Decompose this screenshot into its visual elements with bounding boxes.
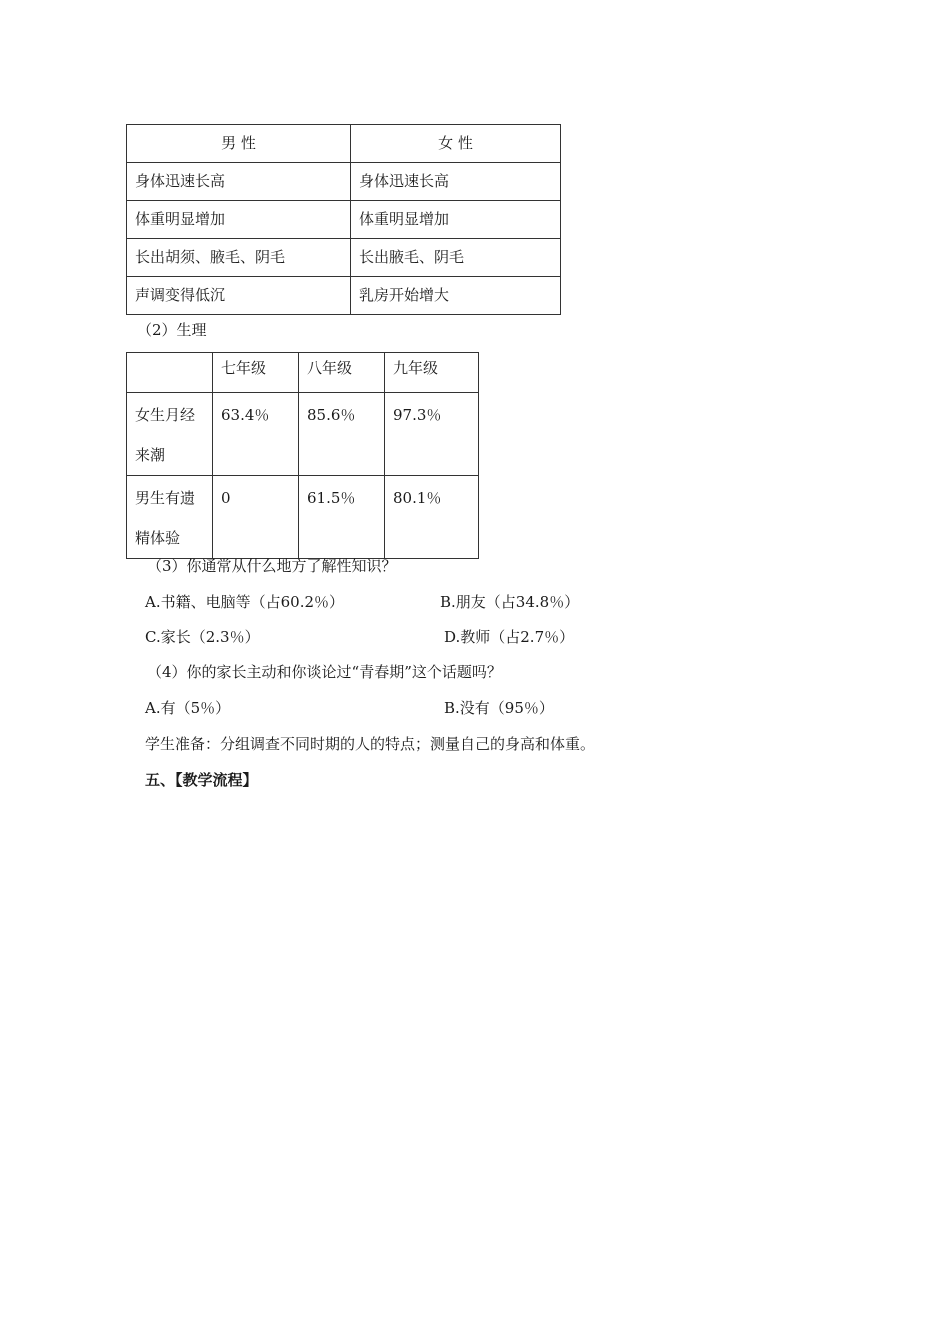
header-grade-9: 九年级 xyxy=(385,353,479,393)
table-row xyxy=(127,476,479,559)
row-label-line: 女生月经 xyxy=(135,406,196,424)
row-label xyxy=(127,476,213,559)
row-label-line: 男生有遗 xyxy=(135,489,196,507)
table-header-row xyxy=(127,353,479,393)
table-cell: 85.6％ xyxy=(299,393,385,476)
row-label-line: 来潮 xyxy=(135,446,166,464)
q3-option-a: A.书籍、电脑等（占60.2％） xyxy=(145,593,345,611)
row-label xyxy=(127,393,213,476)
table-cell: 体重明显增加 xyxy=(127,201,351,239)
table-row xyxy=(127,393,479,476)
header-empty xyxy=(127,353,213,393)
table-cell: 80.1％ xyxy=(385,476,479,559)
header-female: 女 性 xyxy=(351,125,561,163)
section-2-title: （2）生理 xyxy=(137,321,207,339)
table-row xyxy=(127,277,561,315)
q3-option-c: C.家长（2.3％） xyxy=(145,628,260,646)
table-cell: 61.5％ xyxy=(299,476,385,559)
table-cell: 0 xyxy=(213,476,299,559)
table-row xyxy=(127,163,561,201)
table-cell: 长出胡须、腋毛、阴毛 xyxy=(127,239,351,277)
header-grade-7: 七年级 xyxy=(213,353,299,393)
gender-comparison-table xyxy=(126,124,561,315)
table-cell: 声调变得低沉 xyxy=(127,277,351,315)
table-cell: 97.3％ xyxy=(385,393,479,476)
table-header-row xyxy=(127,125,561,163)
header-male: 男 性 xyxy=(127,125,351,163)
table-cell: 乳房开始增大 xyxy=(351,277,561,315)
header-grade-8: 八年级 xyxy=(299,353,385,393)
physiology-table xyxy=(126,352,479,559)
table-cell: 长出腋毛、阴毛 xyxy=(351,239,561,277)
student-preparation: 学生准备：分组调查不同时期的人的特点；测量自己的身高和体重。 xyxy=(145,735,596,753)
q4-option-b: B.没有（95％） xyxy=(444,699,554,717)
row-label-line: 精体验 xyxy=(135,529,181,547)
q3-option-d: D.教师（占2.7％） xyxy=(444,628,575,646)
table-cell: 身体迅速长高 xyxy=(127,163,351,201)
q4-option-a: A.有（5％） xyxy=(145,699,231,717)
q3-option-b: B.朋友（占34.8％） xyxy=(440,593,580,611)
table-cell: 体重明显增加 xyxy=(351,201,561,239)
table-row xyxy=(127,201,561,239)
table-cell: 身体迅速长高 xyxy=(351,163,561,201)
question-4: （4）你的家长主动和你谈论过“青春期”这个话题吗？ xyxy=(147,663,502,681)
section-5-heading: 五、【教学流程】 xyxy=(145,771,258,789)
question-3: （3）你通常从什么地方了解性知识？ xyxy=(147,557,397,575)
table-cell: 63.4％ xyxy=(213,393,299,476)
table-row xyxy=(127,239,561,277)
